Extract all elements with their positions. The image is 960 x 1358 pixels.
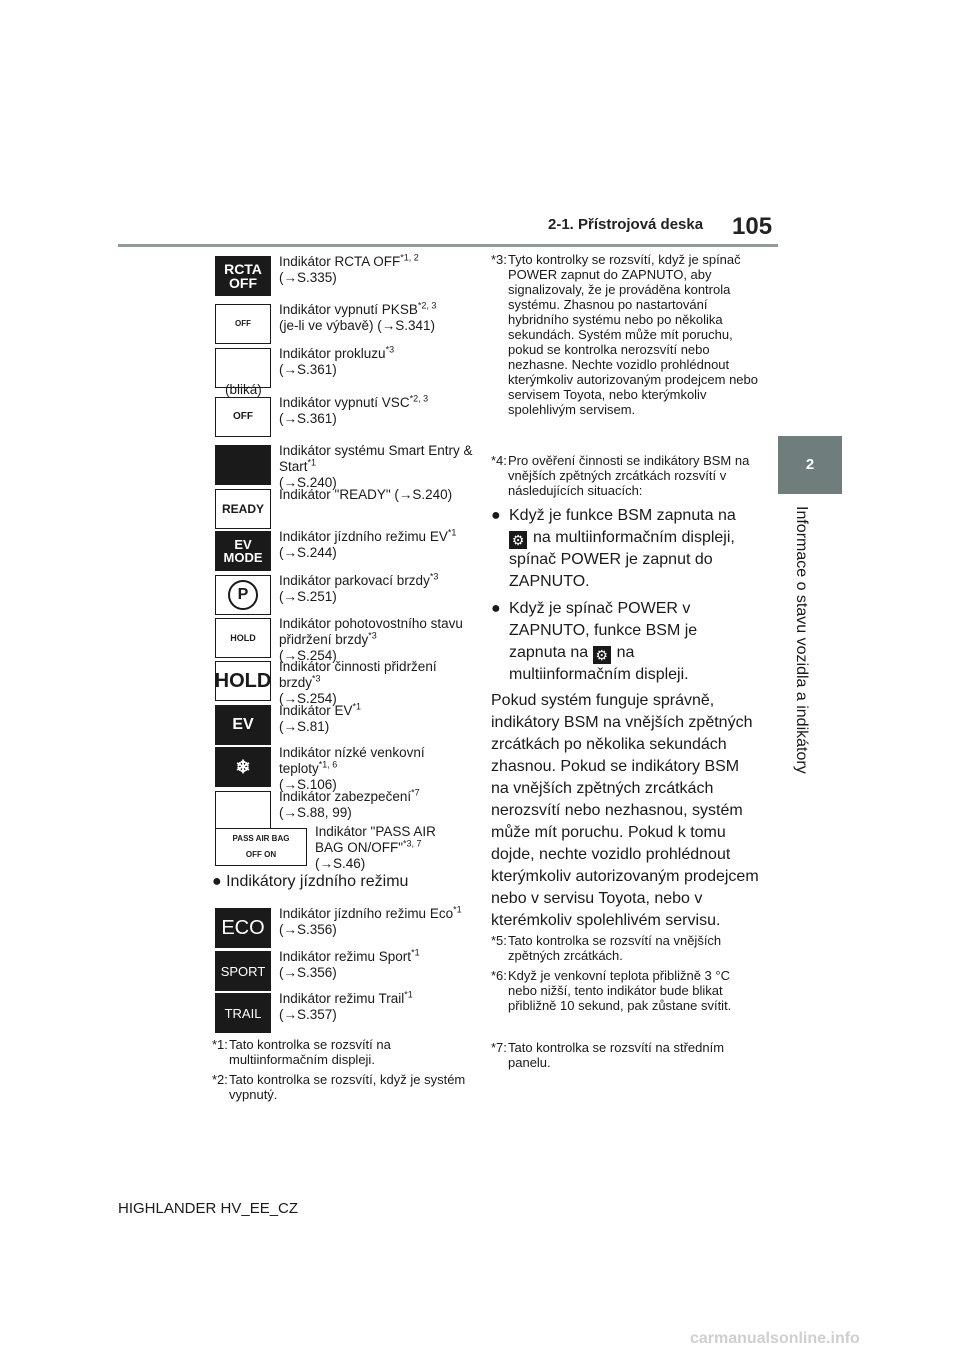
indicator-description: Indikátor RCTA OFF$^{*1, 2}$ (→S.335) (279, 252, 419, 285)
sport-mode-icon: SPORT (215, 951, 271, 991)
indicator-description: Indikátor jízdního režimu EV$^{*1}$ (→S.244) (279, 527, 457, 560)
rcta-off-icon: RCTA OFF (215, 256, 271, 296)
trail-mode-icon: TRAIL (215, 993, 271, 1033)
footnote-1: *1: Tato kontrolka se rozsvítí na multiinformačním displeji. (212, 1037, 391, 1067)
settings-gear-icon: ⚙ (509, 531, 527, 549)
indicator-description: Indikátor nízké venkovní teploty$^{*1, 6}$ (→S.106) (279, 745, 425, 792)
drive-mode-description: Indikátor režimu Sport$^{*1}$ (→S.356) (279, 947, 420, 980)
footer-model: HIGHLANDER HV_EE_CZ (118, 1200, 299, 1217)
drive-mode-description: Indikátor režimu Trail$^{*1}$ (→S.357) (279, 989, 413, 1022)
security-icon (215, 791, 271, 831)
footnote-7: *7: Tato kontrolka se rozsvítí na středním panelu. (491, 1040, 725, 1070)
bullet-1: ● Když je funkce BSM zapnuta na ⚙ na multiinformačním displeji, spínač POWER je zapnut do ZAPNUTO. (491, 507, 736, 590)
footnote-5: *5: Tato kontrolka se rozsvítí na vnějších zpětných zrcátkách. (491, 933, 722, 963)
indicator-description: Indikátor parkovací brzdy$^{*3}$ (→S.251) (279, 571, 439, 604)
brake-hold-active-icon: HOLD (215, 661, 271, 701)
footnote-3: *3: Tyto kontrolky se rozsvítí, když je spínač POWER zapnut do ZAPNUTO, aby signalizovaly, že je prováděna kontrola systému. Zhasnou po nastartování hybridního systému nebo po několika sekundách. Systém může mít poruchu, pokud se kontrolka nerozsvítí nebo nezhasne. Nechte vozidlo prohlédnout kterýmkoliv autorizovaným prodejcem nebo servisem Toyota, nebo kterýmkoliv spolehlivým servisem. (491, 252, 758, 417)
settings-gear-icon: ⚙ (593, 646, 611, 664)
indicator-description: Indikátor "PASS AIR BAG ON/OFF"$^{*3, 7}$ (→S.46) (315, 824, 436, 871)
parking-brake-icon: P (215, 575, 271, 615)
indicator-description: Indikátor "READY" (→S.240) (279, 487, 453, 502)
pass-airbag-icon: PASS AIR BAG OFF ON (215, 828, 307, 866)
indicator-description: Indikátor vypnutí PKSB$^{*2, 3}$ (je-li ve výbavě) (→S.341) (279, 300, 437, 333)
footnote-4: *4: Pro ověření činnosti se indikátory BSM na vnějších zpětných zrcátkách rozsvítí v následujících situacích: (491, 453, 750, 498)
indicator-description: Indikátor činnosti přidržení brzdy$^{*3}$ (→S.254) (279, 659, 437, 706)
blinking-note: (bliká) (225, 382, 262, 397)
eco-mode-icon: ECO (215, 908, 271, 948)
section-title: 2-1. Přístrojová deska (548, 216, 704, 233)
brake-hold-standby-icon: HOLD (215, 618, 271, 658)
chapter-title: Informace o stavu vozidla a indikátory (793, 506, 810, 774)
indicator-description: Indikátor prokluzu$^{*3}$ (→S.361) (279, 344, 395, 377)
watermark: carmanualsonline.info (690, 1330, 860, 1347)
indicator-description: Indikátor vypnutí VSC$^{*2, 3}$ (→S.361) (279, 393, 429, 426)
footnote-6: *6: Když je venkovní teplota přibližně 3 °C nebo nižší, tento indikátor bude blikat přibližně 10 sekund, pak zůstane svítit. (491, 968, 732, 1013)
ev-indicator-icon: EV (215, 705, 271, 745)
bullet-2: ● Když je spínač POWER v ZAPNUTO, funkce BSM je zapnuta na ⚙ na multiinformačním displeji. (491, 600, 698, 683)
chapter-tab: 2 (778, 436, 842, 494)
indicator-description: Indikátor EV$^{*1}$ (→S.81) (279, 701, 362, 734)
indicator-description: Indikátor systému Smart Entry & Start$^{*1}$ (→S.240) (279, 443, 473, 490)
pksb-off-icon: OFF (215, 304, 271, 344)
vsc-off-icon: OFF (215, 397, 271, 437)
low-temperature-icon: ❄ (215, 747, 271, 787)
indicator-description: Indikátor zabezpečení$^{*7}$ (→S.88, 99) (279, 787, 420, 820)
footnote-2: *2: Tato kontrolka se rozsvítí, když je systém vypnutý. (212, 1072, 466, 1102)
ev-mode-icon: EV MODE (215, 531, 271, 571)
smart-entry-icon (215, 445, 271, 485)
drive-mode-description: Indikátor jízdního režimu Eco$^{*1}$ (→S.356) (279, 904, 462, 937)
bsm-paragraph: Pokud systém funguje správně, indikátory BSM na vnějších zpětných zrcátkách po několika sekundách zhasnou. Pokud se indikátory BSM na vnějších zpětných zrcátkách nerozsvítí nebo nezhasnou, systém může mít poruchu. Pokud k tomu dojde, nechte vozidlo prohlédnout kterýmkoliv autorizovaným prodejcem nebo v servisu Toyota, nebo v kterémkoliv spolehlivém servisu. (491, 692, 759, 929)
drive-modes-heading: ● Indikátory jízdního režimu (212, 873, 409, 890)
indicator-description: Indikátor pohotovostního stavu přidržení brzdy$^{*3}$ (→S.254) (279, 616, 463, 663)
page-number: 105 (732, 213, 773, 240)
ready-icon: READY (215, 489, 271, 529)
header-rule (118, 244, 778, 247)
